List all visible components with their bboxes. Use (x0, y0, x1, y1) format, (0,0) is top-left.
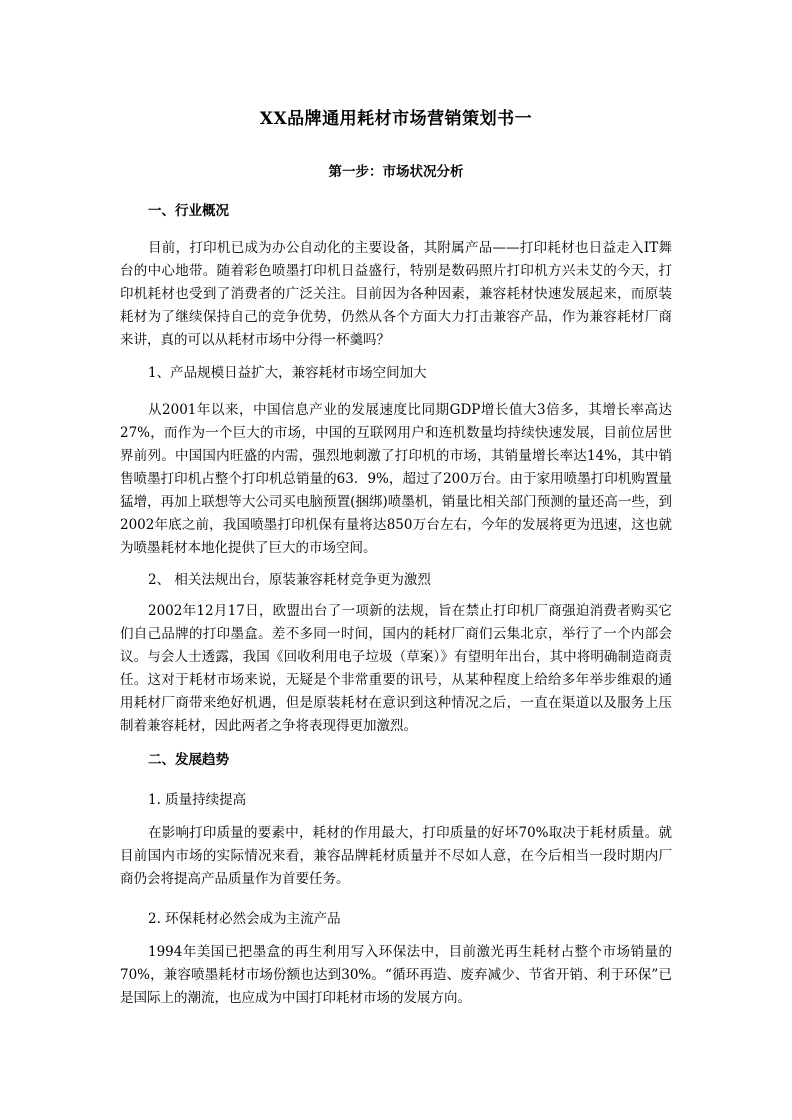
paragraph-eco-consumables: 1994年美国已把墨盒的再生利用写入环保法中，目前激光再生耗材占整个市场销量的70%，兼容喷墨耗材市场份额也达到30%。“循环再造、废弃减少、节省开销、利于环保”已是国际上的潮流，也应成为中国打印耗材市场的发展方向。 (120, 944, 672, 1006)
section-heading-industry-overview: 一、行业概况 (148, 203, 229, 219)
subheading-quality: 1. 质量持续提高 (148, 792, 247, 808)
document-title: XX品牌通用耗材市场营销策划书一 (259, 109, 533, 129)
subheading-product-scale: 1、产品规模日益扩大，兼容耗材市场空间加大 (148, 365, 427, 381)
paragraph-regulations: 2002年12月17日，欧盟出台了一项新的法规，旨在禁止打印机厂商强迫消费者购买它们自己品牌的打印墨盒。差不多同一时间，国内的耗材厂商们云集北京，举行了一个内部会议。与会人士透露，我国《回收利用电子垃圾（草案）》有望明年出台，其中将明确制造商责任。这对于耗材市场来说，无疑是个非常重要的讯号，从某种程度上给给多年举步维艰的通用耗材厂商带来绝好机遇，但是原装耗材在意识到这种情况之后，一直在渠道以及服务上压制着兼容耗材，因此两者之争将表现得更加激烈。 (120, 603, 672, 734)
paragraph-intro: 目前，打印机已成为办公自动化的主要设备，其附属产品——打印耗材也日益走入IT舞台的中心地带。随着彩色喷墨打印机日益盛行，特别是数码照片打印机方兴未艾的今天，打印机耗材也受到了消费者的广泛关注。目前因为各种因素，兼容耗材快速发展起来，而原装耗材为了继续保持自己的竞争优势，仍然从各个方面大力打击兼容产品，作为兼容耗材厂商来讲，真的可以从耗材市场中分得一杯羹吗？ (120, 240, 672, 348)
step-heading: 第一步：市场状况分析 (328, 164, 464, 180)
section-heading-trends: 二、发展趋势 (148, 752, 229, 768)
subheading-eco-consumables: 2. 环保耗材必然会成为主流产品 (148, 911, 341, 927)
subheading-regulations: 2、 相关法规出台，原装兼容耗材竞争更为激烈 (148, 572, 431, 588)
paragraph-quality: 在影响打印质量的要素中，耗材的作用最大，打印质量的好坏70%取决于耗材质量。就目前国内市场的实际情况来看，兼容品牌耗材质量并不尽如人意，在今后相当一段时期内厂商仍会将提高产品质量作为首要任务。 (120, 825, 672, 887)
paragraph-product-scale: 从2001年以来，中国信息产业的发展速度比同期GDP增长值大3倍多，其增长率高达27%，而作为一个巨大的市场，中国的互联网用户和连机数量均持续快速发展，目前位居世界前列。中国国内旺盛的内需，强烈地刺激了打印机的市场，其销量增长率达14%，其中销售喷墨打印机占整个打印机总销量的63．9%，超过了200万台。由于家用喷墨打印机购置量猛增，再加上联想等大公司买电脑预置(捆绑)喷墨机，销量比相关部门预测的量还高一些，到2002年底之前，我国喷墨打印机保有量将达850万台左右，今年的发展将更为迅速，这也就为喷墨耗材本地化提供了巨大的市场空间。 (120, 402, 672, 556)
